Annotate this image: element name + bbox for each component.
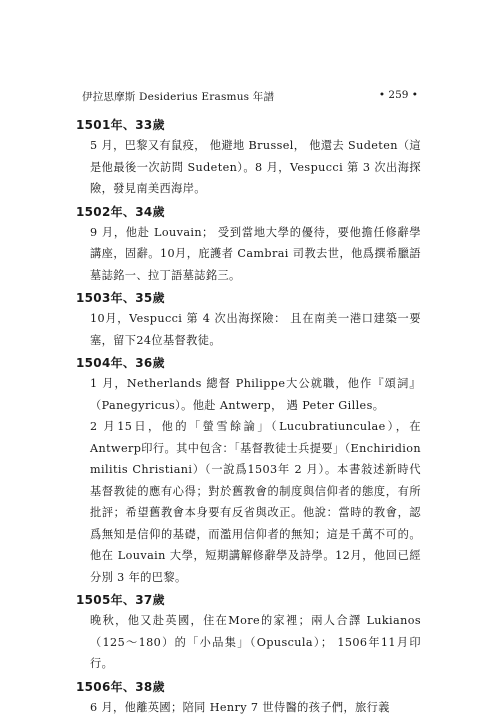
year-heading-1505: 1505年、37歲: [76, 590, 421, 610]
running-header: 伊拉思摩斯 Desiderius Erasmus 年譜: [82, 89, 412, 104]
year-heading-1504: 1504年、36歲: [76, 353, 421, 373]
entry-paragraph: 1 月，Netherlands 總督 Philippe大公就職，他作『頌詞』（Panegyricus）。他赴 Antwerp， 遇 Peter Gilles。: [76, 373, 421, 416]
entry-paragraph: 9 月，他赴 Louvain； 受到當地大學的優待，要他擔任修辭學講座，固辭。10月，庇護者 Cambrai 司教去世，他爲撰希臘語墓誌銘一、拉丁語墓誌銘三。: [76, 222, 421, 287]
year-heading-1502: 1502年、34歲: [76, 202, 421, 222]
entry-paragraph: 晚秋，他又赴英國，住在More的家裡；兩人合譯 Lukianos（125～180）的「小品集」（Opuscula）； 1506年11月印行。: [76, 610, 421, 675]
year-heading-1506: 1506年、38歲: [76, 677, 421, 697]
year-heading-1501: 1501年、33歲: [76, 115, 421, 135]
year-heading-1503: 1503年、35歲: [76, 288, 421, 308]
entry-paragraph: 5 月，巴黎又有鼠疫， 他避地 Brussel， 他還去 Sudeten（這是他最後一次訪問 Sudeten）。8 月，Vespucci 第 3 次出海探險，發見南美西海岸。: [76, 135, 421, 200]
entry-paragraph: 6 月，他離英國；陪同 Henry 7 世侍醫的孩子們，旅行義: [76, 697, 421, 718]
page-number: • 259 •: [379, 89, 418, 101]
entry-paragraph: 2 月15日，他的「螢雪餘論」（Lucubratiunculae），在 Antwerp印行。其中包含：「基督教徒士兵提要」（Enchiridion militis Christiani）（一說爲1503年 2 月）。本書敍述新時代基督教徒的應有心得；對於舊教會的制度與信仰者的態度，有所批評；希望舊教會本身要有反省與改正。他說：當時的教會，認爲無知是信仰的基礎，而濫用信仰者的無知；這是千萬不可的。他在 Louvain 大學，短期講解修辭學及詩學。12月，他回已經分別 3 年的巴黎。: [76, 416, 421, 588]
entry-paragraph: 10月，Vespucci 第 4 次出海探險： 且在南美一港口建築一要塞，留下24位基督教徒。: [76, 308, 421, 351]
page-body: [76, 113, 421, 718]
